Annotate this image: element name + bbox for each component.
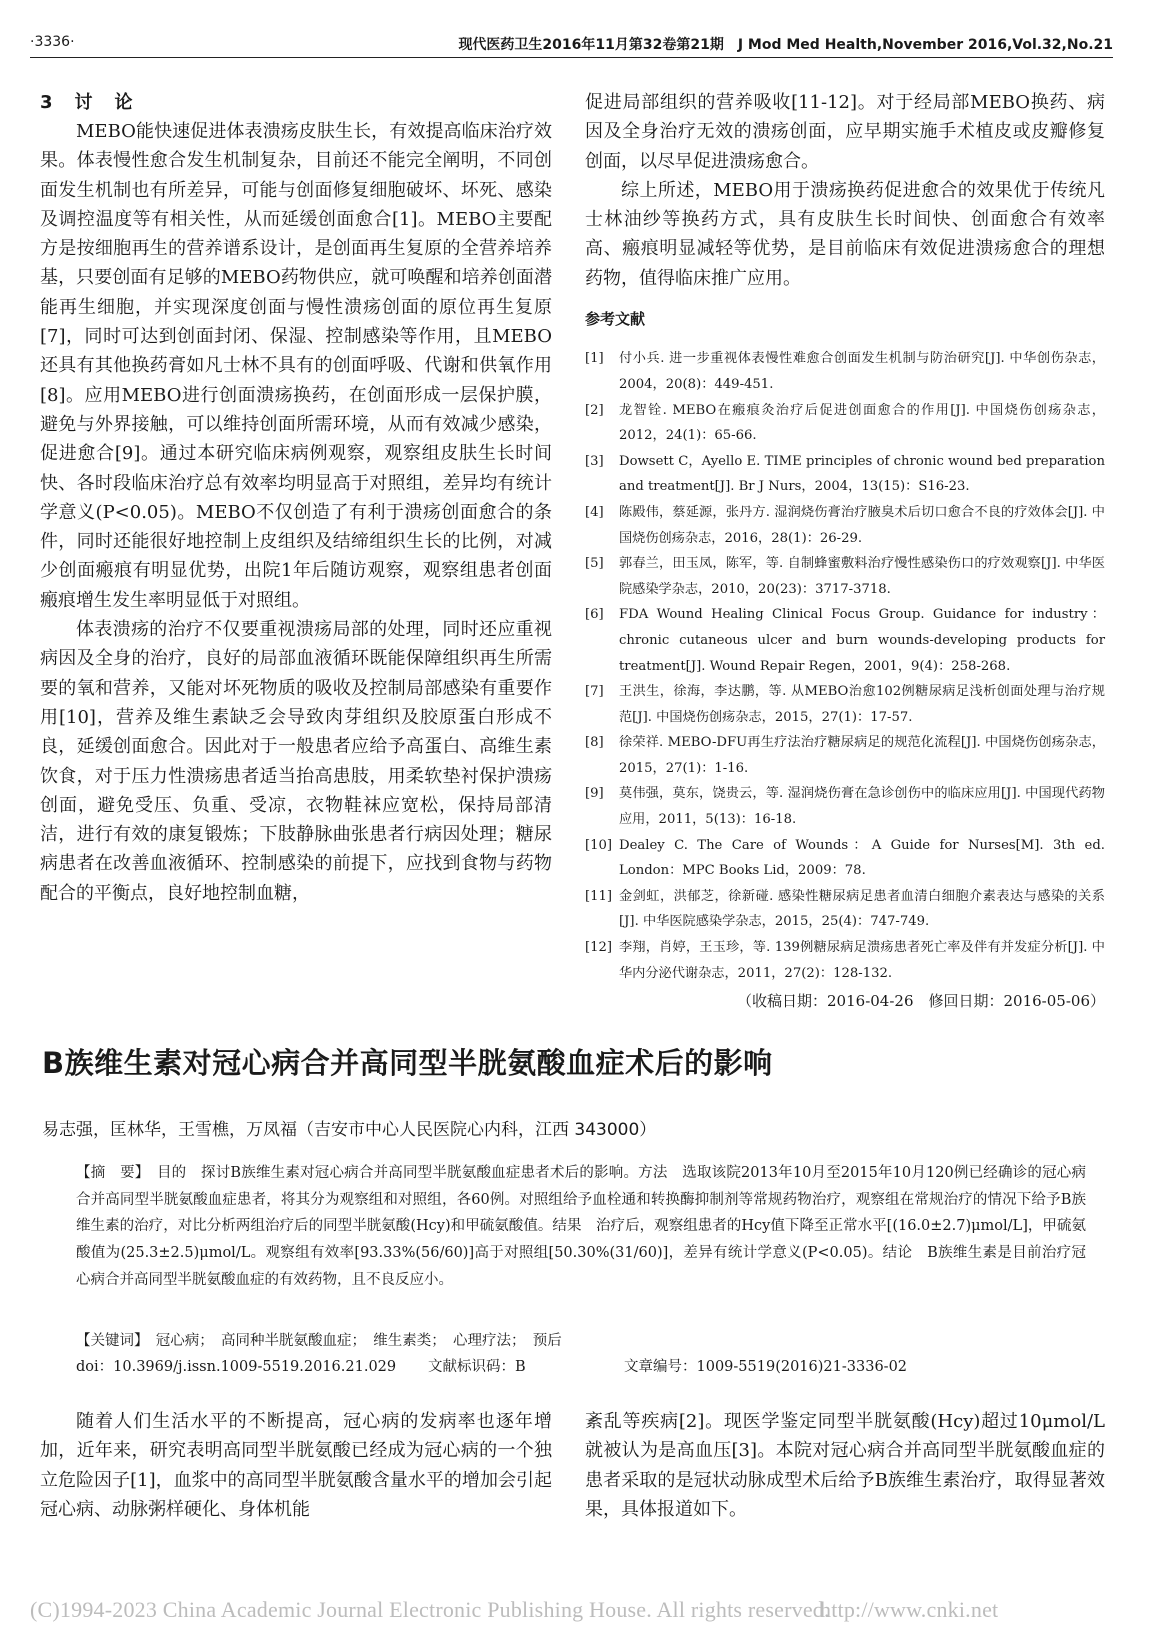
reference-list bbox=[585, 346, 1105, 986]
reference-number: [2] bbox=[585, 402, 604, 418]
reference-text: 徐荣祥. MEBO-DFU再生疗法治疗糖尿病足的规范化流程[J]. 中国烧伤创疡杂志，2015，27(1)：1-16. bbox=[619, 735, 1105, 776]
page-number: ·3336· bbox=[30, 34, 75, 50]
header-rule bbox=[30, 57, 1113, 58]
reference-item bbox=[585, 346, 1105, 397]
article-keywords: 【关键词】 冠心病； 高同种半胱氨酸血症； 维生素类； 心理疗法； 预后 bbox=[76, 1333, 562, 1349]
reference-text: 付小兵. 进一步重视体表慢性难愈合创面发生机制与防治研究[J]. 中华创伤杂志，2004，20(8)：449-451. bbox=[619, 351, 1105, 392]
received-dates: （收稿日期：2016-04-26 修回日期：2016-05-06） bbox=[737, 992, 1105, 1011]
reference-text: 郭春兰，田玉凤，陈军，等. 自制蜂蜜敷料治疗慢性感染伤口的疗效观察[J]. 中华医院感染学杂志，2010，20(23)：3717-3718. bbox=[619, 556, 1105, 597]
reference-number: [9] bbox=[585, 786, 604, 802]
reference-text: 莫伟强，莫东，饶贵云，等. 湿润烧伤膏在急诊创伤中的临床应用[J]. 中国现代药物应用，2011，5(13)：16-18. bbox=[619, 786, 1105, 828]
reference-text: Dealey C. The Care of Wounds：A Guide for Nurses[M]. 3th ed. London：MPC Books Lid，2009：78. bbox=[619, 837, 1105, 879]
reference-number: [5] bbox=[585, 556, 604, 572]
reference-text: 陈殿伟，蔡延源，张丹方. 湿润烧伤膏治疗腋臭术后切口愈合不良的疗效体会[J]. 中国烧伤创疡杂志，2016，28(1)：26-29. bbox=[619, 504, 1105, 546]
reference-number: [8] bbox=[585, 735, 604, 751]
discussion-paragraph-1: MEBO能快速促进体表溃疡皮肤生长，有效提高临床治疗效果。体表慢性愈合发生机制复杂，目前还不能完全阐明，不同创面发生机制也有所差异，可能与创面修复细胞破坏、坏死、感染及调控温度等有相关性，从而延缓创面愈合[1]。MEBO主要配方是按细胞再生的营养谱系设计，是创面再生复原的全营养培养基，只要创面有足够的MEBO药物供应，就可唤醒和培养创面潜能再生细胞，并实现深度创面与慢性溃疡创面的原位再生复原[7]，同时可达到创面封闭、保湿、控制感染等作用，且MEBO还具有其他换药膏如凡士林不具有的创面呼吸、代谢和供氧作用[8]。应用MEBO进行创面溃疡换药，在创面形成一层保护膜，避免与外界接触，可以维持创面所需环境，从而有效减少感染，促进愈合[9]。通过本研究临床病例观察，观察组皮肤生长时间快、各时段临床治疗总有效率均明显高于对照组，差异均有统计学意义(P<0.05)。MEBO不仅创造了有利于溃疡创面愈合的条件，同时还能很好地控制上皮组织及结缔组织生长的比例，对减少创面瘢痕有明显优势，出院1年后随访观察，观察组患者创面瘢痕增生发生率明显低于对照组。 bbox=[40, 121, 552, 611]
reference-item bbox=[585, 679, 1105, 730]
discussion-paragraph-3: 促进局部组织的营养吸收[11-12]。对于经局部MEBO换药、病因及全身治疗无效的溃疡创面，应早期实施手术植皮或皮瓣修复创面，以尽早促进溃疡愈合。 bbox=[585, 92, 1105, 172]
reference-number: [4] bbox=[585, 504, 604, 520]
document-code: 文献标识码：B bbox=[428, 1359, 526, 1375]
right-column bbox=[585, 88, 1105, 1014]
reference-number: [12] bbox=[585, 940, 613, 956]
references-title: 参考文献 bbox=[585, 310, 646, 329]
page-header bbox=[30, 22, 1113, 56]
reference-text: 龙智铨. MEBO在瘢痕灸治疗后促进创面愈合的作用[J]. 中国烧伤创疡杂志，2012，24(1)：65-66. bbox=[619, 402, 1105, 444]
article-identifiers bbox=[76, 1355, 1086, 1376]
reference-item bbox=[585, 398, 1105, 449]
reference-text: 王洪生，徐海，李达鹏，等. 从MEBO治愈102例糖尿病足浅析创面处理与治疗规范[J]. 中国烧伤创疡杂志，2015，27(1)：17-57. bbox=[619, 684, 1105, 725]
intro-right bbox=[585, 1407, 1105, 1524]
reference-number: [1] bbox=[585, 351, 604, 367]
intro-left bbox=[40, 1407, 552, 1524]
watermark-url: http://www.cnki.net bbox=[820, 1597, 999, 1622]
reference-number: [7] bbox=[585, 684, 604, 700]
reference-item bbox=[585, 884, 1105, 935]
watermark-text: (C)1994-2023 China Academic Journal Electronic Publishing House. All rights reserved. bbox=[30, 1597, 830, 1622]
reference-item bbox=[585, 500, 1105, 551]
article-number: 文章编号：1009-5519(2016)21-3336-02 bbox=[624, 1359, 908, 1375]
left-column bbox=[40, 88, 552, 908]
reference-number: [10] bbox=[585, 837, 613, 853]
discussion-paragraph-4: 综上所述，MEBO用于溃疡换药促进愈合的效果优于传统凡士林油纱等换药方式，具有皮肤生长时间快、创面愈合有效率高、瘢痕明显减轻等优势，是目前临床有效促进溃疡愈合的理想药物，值得临床推广应用。 bbox=[585, 179, 1105, 289]
section-heading: 3 讨 论 bbox=[40, 92, 135, 113]
reference-item bbox=[585, 449, 1105, 500]
reference-text: FDA Wound Healing Clinical Focus Group. Guidance for industry：chronic cutaneous ulcer and burn wounds-developing products for treatment[J]. Wound Repair Regen，2001，9(4)：258-268. bbox=[619, 607, 1105, 674]
copyright-watermark bbox=[30, 1597, 1120, 1623]
article-authors: 易志强，匡林华，王雪樵，万凤福（吉安市中心人民医院心内科，江西 343000） bbox=[42, 1120, 657, 1140]
reference-number: [11] bbox=[585, 888, 613, 904]
reference-number: [6] bbox=[585, 607, 604, 623]
article-abstract: 【摘 要】 目的 探讨B族维生素对冠心病合并高同型半胱氨酸血症患者术后的影响。方法 选取该院2013年10月至2015年10月120例已经确诊的冠心病合并高同型半胱氨酸血症患者，将其分为观察组和对照组，各60例。对照组给予血栓通和转换酶抑制剂等常规药物治疗，观察组在常规治疗的情况下给予B族维生素的治疗，对比分析两组治疗后的同型半胱氨酸(Hcy)和甲硫氨酸值。结果 治疗后，观察组患者的Hcy值下降至正常水平[(16.0±2.7)μmol/L]，甲硫氨酸值为(25.3±2.5)μmol/L。观察组有效率[93.33%(56/60)]高于对照组[50.30%(31/60)]，差异有统计学意义(P<0.05)。结论 B族维生素是目前治疗冠心病合并高同型半胱氨酸血症的有效药物，且不良反应小。 bbox=[76, 1165, 1086, 1288]
journal-citation: 现代医药卫生2016年11月第32卷第21期 J Mod Med Health,November 2016,Vol.32,No.21 bbox=[458, 37, 1113, 53]
intro-paragraph-left: 随着人们生活水平的不断提高，冠心病的发病率也逐年增加，近年来，研究表明高同型半胱氨酸已经成为冠心病的一个独立危险因子[1]，血浆中的高同型半胱氨酸含量水平的增加会引起冠心病、动脉粥样硬化、身体机能 bbox=[40, 1411, 552, 1520]
article-title: B族维生素对冠心病合并高同型半胱氨酸血症术后的影响 bbox=[42, 1046, 773, 1080]
discussion-paragraph-2: 体表溃疡的治疗不仅要重视溃疡局部的处理，同时还应重视病因及全身的治疗，良好的局部血液循环既能保障组织再生所需要的氧和营养，又能对坏死物质的吸收及控制局部感染有重要作用[10]，营养及维生素缺乏会导致肉芽组织及胶原蛋白形成不良，延缓创面愈合。因此对于一般患者应给予高蛋白、高维生素饮食，对于压力性溃疡患者适当抬高患肢，用柔软垫衬保护溃疡创面，避免受压、负重、受凉，衣物鞋袜应宽松，保持局部清洁，进行有效的康复锻炼；下肢静脉曲张患者行病因处理；糖尿病患者在改善血液循环、控制感染的前提下，应找到食物与药物配合的平衡点，良好地控制血糖， bbox=[40, 619, 552, 904]
reference-item bbox=[585, 935, 1105, 986]
doi: doi：10.3969/j.issn.1009-5519.2016.21.029 bbox=[76, 1359, 397, 1375]
reference-item bbox=[585, 833, 1105, 884]
reference-text: 李翔，肖婷，王玉珍，等. 139例糖尿病足溃疡患者死亡率及伴有并发症分析[J]. 中华内分泌代谢杂志，2011，27(2)：128-132. bbox=[619, 940, 1105, 981]
reference-number: [3] bbox=[585, 453, 604, 469]
reference-text: 金剑虹，洪郁芝，徐新碰. 感染性糖尿病足患者血清白细胞介素表达与感染的关系[J]. 中华医院感染学杂志，2015，25(4)：747-749. bbox=[619, 888, 1105, 930]
reference-item bbox=[585, 602, 1105, 679]
reference-item bbox=[585, 730, 1105, 781]
reference-item bbox=[585, 551, 1105, 602]
reference-item bbox=[585, 781, 1105, 832]
reference-text: Dowsett C，Ayello E. TIME principles of chronic wound bed preparation and treatment[J]. Br J Nurs，2004，13(15)：S16-23. bbox=[619, 453, 1105, 495]
intro-paragraph-right: 紊乱等疾病[2]。现医学鉴定同型半胱氨酸(Hcy)超过10μmol/L就被认为是高血压[3]。本院对冠心病合并高同型半胱氨酸血症的患者采取的是冠状动脉成型术后给予B族维生素治疗，取得显著效果，具体报道如下。 bbox=[585, 1411, 1105, 1520]
